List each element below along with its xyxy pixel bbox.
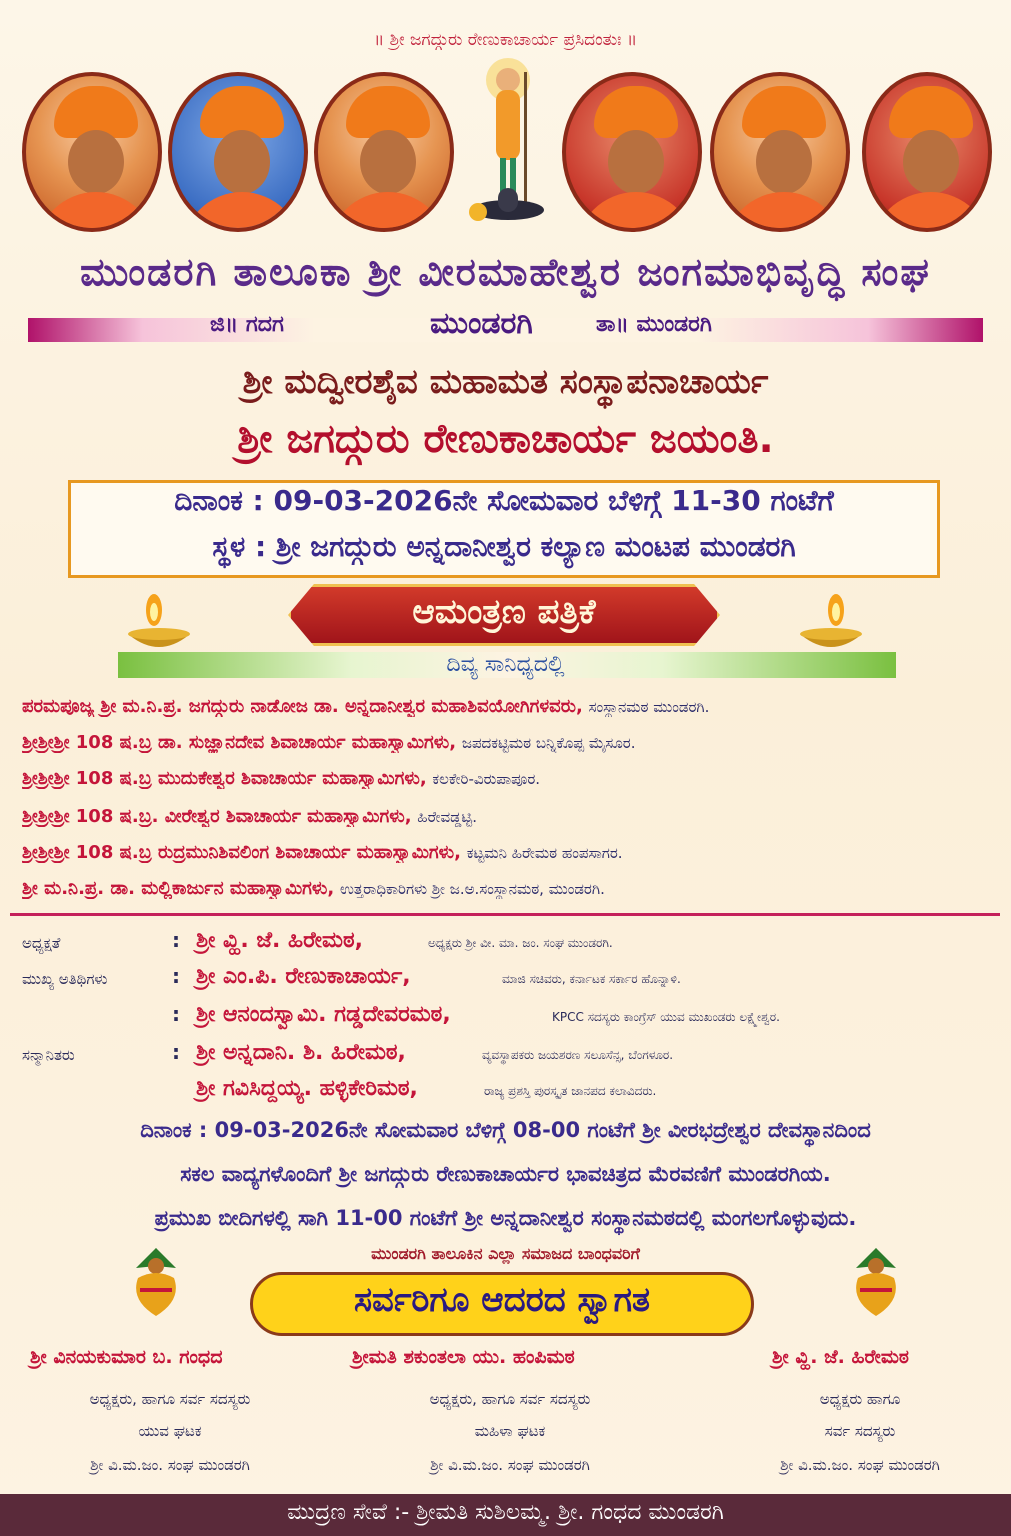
president-desc: ಅಧ್ಯಕ್ಷರು ಶ್ರೀ ವೀ. ಮಾ. ಜಂ. ಸಂಘ ಮುಂಡರಗಿ. (428, 936, 613, 950)
event-date: ದಿನಾಂಕ : 09-03-2026ನೇ ಸೋಮವಾರ ಬೆಳಿಗ್ಗೆ 11-30 ಗಂಟೆಗೆ (174, 484, 834, 517)
signatory-line: ಸರ್ವ ಸದಸ್ಯರು (824, 1422, 896, 1440)
taluk-label: ತಾ॥ ಮುಂಡರಗಿ (596, 312, 712, 337)
seer-name: ಶ್ರೀಶ್ರೀಶ್ರೀ 108 ಷ.ಬ್ರ ಡಾ. ಸುಜ್ಞಾನದೇವ ಶಿವಾಚಾರ್ಯ ಮಹಾಸ್ವಾಮಿಗಳು, (22, 732, 457, 753)
oil-lamp-icon (796, 590, 866, 660)
guest-desc: ಮಾಜಿ ಸಚಿವರು, ಕರ್ನಾಟಕ ಸರ್ಕಾರ ಹೊನ್ನಾಳಿ. (502, 972, 681, 986)
town-label: ಮುಂಡರಗಿ (430, 306, 533, 341)
jayanti-title: ಶ್ರೀ ಜಗದ್ಗುರು ರೇಣುಕಾಚಾರ್ಯ ಜಯಂತಿ. (237, 416, 774, 462)
seer-list-item (22, 768, 992, 789)
seer-place: ಜಪದಕಟ್ಟಿಮಠ ಬನ್ನಿಕೊಪ್ಪ ಮೈಸೂರ. (461, 734, 636, 752)
guests-label: ಮುಖ್ಯ ಅತಿಥಿಗಳು (22, 970, 108, 988)
guest-desc: KPCC ಸದಸ್ಯರು ಕಾಂಗ್ರೆಸ್ ಯುವ ಮುಖಂಡರು ಲಕ್ಷ್ಮೇಶ್ವರ. (552, 1010, 780, 1024)
seer-name: ಪರಮಪೂಜ್ಯ ಶ್ರೀ ಮ.ನಿ.ಪ್ರ. ಜಗದ್ಗುರು ನಾಡೋಜ ಡಾ. ಅನ್ನದಾನೀಶ್ವರ ಮಹಾಶಿವಯೋಗಿಗಳವರು, (22, 696, 583, 717)
seer-place: ಸಂಸ್ಥಾನಮಠ ಮುಂಡರಗಿ. (588, 698, 710, 716)
honored-desc: ವ್ಯವಸ್ಥಾಪಕರು ಜಯಶರಣ ಸಲೂಸೆನ್ಸ, ಬೆಂಗಳೂರ. (482, 1048, 674, 1062)
district-label: ಜಿ॥ ಗದಗ (210, 312, 284, 337)
event-venue: ಸ್ಥಳ : ಶ್ರೀ ಜಗದ್ಗುರು ಅನ್ನದಾನೀಶ್ವರ ಕಲ್ಯಾಣ ಮಂಟಪ ಮುಂಡರಗಿ (212, 530, 796, 563)
seer-name: ಶ್ರೀಶ್ರೀಶ್ರೀ 108 ಷ.ಬ್ರ ಮುದುಕೇಶ್ವರ ಶಿವಾಚಾರ್ಯ ಮಹಾಸ್ವಾಮಿಗಳು, (22, 768, 427, 789)
seer-list-item (22, 878, 992, 899)
seer-place: ಹಿರೇವಡ್ಡಟ್ಟಿ. (417, 808, 477, 826)
seer-portrait-1 (22, 72, 162, 232)
renukacharya-deity-image (462, 52, 554, 234)
guest-name: ಶ್ರೀ ಆನಂದಸ್ವಾಮಿ. ಗಡ್ಡದೇವರಮಠ, (196, 1002, 451, 1027)
seer-name: ಶ್ರೀಶ್ರೀಶ್ರೀ 108 ಷ.ಬ್ರ. ವೀರೇಶ್ವರ ಶಿವಾಚಾರ್ಯ ಮಹಾಸ್ವಾಮಿಗಳು, (22, 806, 412, 827)
signatory-line: ಅಧ್ಯಕ್ಷರು, ಹಾಗೂ ಸರ್ವ ಸದಸ್ಯರು (89, 1390, 251, 1408)
colon: : (172, 1002, 180, 1026)
honored-name: ಶ್ರೀ ಅನ್ನದಾನಿ. ಶಿ. ಹಿರೇಮಠ, (196, 1040, 406, 1065)
colon: : (172, 964, 180, 988)
signatory-line: ಅಧ್ಯಕ್ಷರು ಹಾಗೂ (819, 1390, 901, 1408)
procession-line: ಪ್ರಮುಖ ಬೀದಿಗಳಲ್ಲಿ ಸಾಗಿ 11-00 ಗಂಟೆಗೆ ಶ್ರೀ ಅನ್ನದಾನೀಶ್ವರ ಸಂಸ್ಥಾನಮಠದಲ್ಲಿ ಮಂಗಲಗೊಳ್ಳುವುದು. (154, 1206, 857, 1230)
signatory-line: ಯುವ ಘಟಕ (138, 1422, 202, 1440)
community-line: ಮುಂಡರಗಿ ತಾಲೂಕಿನ ಎಲ್ಲಾ ಸಮಾಜದ ಬಾಂಧವರಿಗೆ (371, 1244, 640, 1263)
seer-name: ಶ್ರೀಶ್ರೀಶ್ರೀ 108 ಷ.ಬ್ರ ರುದ್ರಮುನಿಶಿವಲಿಂಗ ಶಿವಾಚಾರ್ಯ ಮಹಾಸ್ವಾಮಿಗಳು, (22, 842, 461, 863)
section-divider (10, 913, 1000, 916)
kalasha-icon (126, 1244, 186, 1320)
guest-name: ಶ್ರೀ ಎಂ.ಪಿ. ರೇಣುಕಾಚಾರ್ಯ, (196, 964, 411, 989)
president-name: ಶ್ರೀ ವ್ಹಿ. ಜೆ. ಹಿರೇಮಠ, (196, 928, 363, 953)
seer-portrait-6 (862, 72, 992, 232)
signatory-name: ಶ್ರೀ ವ್ಹಿ. ಜೆ. ಹಿರೇಮಠ (772, 1346, 909, 1368)
subtitle-line: ಶ್ರೀ ಮದ್ವೀರಶೈವ ಮಹಾಮತ ಸಂಸ್ಥಾಪನಾಚಾರ್ಯ (242, 362, 769, 402)
seer-place: ಕಲಕೇರಿ-ವಿರುಪಾಪೂರ. (432, 770, 541, 788)
seer-list-item (22, 806, 992, 827)
presence-heading: ದಿವ್ಯ ಸಾನಿಧ್ಯದಲ್ಲಿ (446, 652, 565, 677)
signatory-line: ಅಧ್ಯಕ್ಷರು, ಹಾಗೂ ಸರ್ವ ಸದಸ್ಯರು (429, 1390, 591, 1408)
procession-line: ಸಕಲ ವಾದ್ಯಗಳೊಂದಿಗೆ ಶ್ರೀ ಜಗದ್ಗುರು ರೇಣುಕಾಚಾರ್ಯರ ಭಾವಚಿತ್ರದ ಮೆರವಣಿಗೆ ಮುಂಡರಗಿಯ. (180, 1162, 831, 1186)
signatory-line: ಶ್ರೀ ವಿ.ಮ.ಜಂ. ಸಂಘ ಮುಂಡರಗಿ (430, 1456, 590, 1474)
seer-name: ಶ್ರೀ ಮ.ನಿ.ಪ್ರ. ಡಾ. ಮಲ್ಲಿಕಾರ್ಜುನ ಮಹಾಸ್ವಾಮಿಗಳು, (22, 878, 335, 899)
seer-portrait-5 (710, 72, 850, 232)
seer-list-item (22, 732, 992, 753)
procession-line: ದಿನಾಂಕ : 09-03-2026ನೇ ಸೋಮವಾರ ಬೆಳಿಗ್ಗೆ 08-00 ಗಂಟೆಗೆ ಶ್ರೀ ವೀರಭದ್ರೇಶ್ವರ ದೇವಸ್ಥಾನದಿಂದ (140, 1118, 871, 1142)
seer-portrait-3 (314, 72, 454, 232)
blessing-line: ॥ ಶ್ರೀ ಜಗದ್ಗುರು ರೇಣುಕಾಚಾರ್ಯ ಪ್ರಸಿದಂತುಃ ॥ (373, 30, 638, 50)
signatory-line: ಮಹಿಳಾ ಘಟಕ (474, 1422, 546, 1440)
honored-name: ಶ್ರೀ ಗವಿಸಿದ್ದಯ್ಯ. ಹಳ್ಳಿಕೇರಿಮಠ, (196, 1076, 418, 1101)
seer-portrait-4 (562, 72, 702, 232)
honored-desc: ರಾಜ್ಯ ಪ್ರಶಸ್ತಿ ಪುರಸ್ಕೃತ ಜಾನಪದ ಕಲಾವಿದರು. (484, 1084, 657, 1098)
organisation-title: ಮುಂಡರಗಿ ತಾಲೂಕಾ ಶ್ರೀ ವೀರಮಾಹೇಶ್ವರ ಜಂಗಮಾಭಿವೃದ್ಧಿ ಸಂಘ (80, 250, 931, 294)
welcome-text: ಸರ್ವರಿಗೂ ಆದರದ ಸ್ವಾಗತ (353, 1280, 651, 1320)
colon: : (172, 928, 180, 952)
seer-place: ಉತ್ತರಾಧಿಕಾರಿಗಳು ಶ್ರೀ ಜ.ಅ.ಸಂಸ್ಥಾನಮಠ, ಮುಂಡರಗಿ. (339, 880, 605, 898)
seer-list-item (22, 696, 992, 717)
signatory-line: ಶ್ರೀ ವಿ.ಮ.ಜಂ. ಸಂಘ ಮುಂಡರಗಿ (780, 1456, 940, 1474)
signatory-name: ಶ್ರೀ ವಿನಯಕುಮಾರ ಬ. ಗಂಧದ (30, 1346, 223, 1368)
signatory-line: ಶ್ರೀ ವಿ.ಮ.ಜಂ. ಸಂಘ ಮುಂಡರಗಿ (90, 1456, 250, 1474)
invitation-banner-text: ಆಮಂತ್ರಣ ಪತ್ರಿಕೆ (412, 592, 596, 632)
honored-label: ಸನ್ಮಾನಿತರು (22, 1046, 75, 1064)
seer-portrait-2 (168, 72, 308, 232)
oil-lamp-icon (124, 590, 194, 660)
seer-list-item (22, 842, 992, 863)
footer-text: ಮುದ್ರಣ ಸೇವೆ :- ಶ್ರೀಮತಿ ಸುಶಿಲಮ್ಮ. ಶ್ರೀ. ಗಂಧದ ಮುಂಡರಗಿ (287, 1500, 724, 1525)
kalasha-icon (846, 1244, 906, 1320)
colon: : (172, 1040, 180, 1064)
president-label: ಅಧ್ಯಕ್ಷತೆ (22, 934, 61, 952)
signatory-name: ಶ್ರೀಮತಿ ಶಕುಂತಲಾ ಯು. ಹಂಪಿಮಠ (352, 1346, 575, 1368)
seer-place: ಕಟ್ಟಮನಿ ಹಿರೇಮಠ ಹಂಪಸಾಗರ. (466, 844, 623, 862)
